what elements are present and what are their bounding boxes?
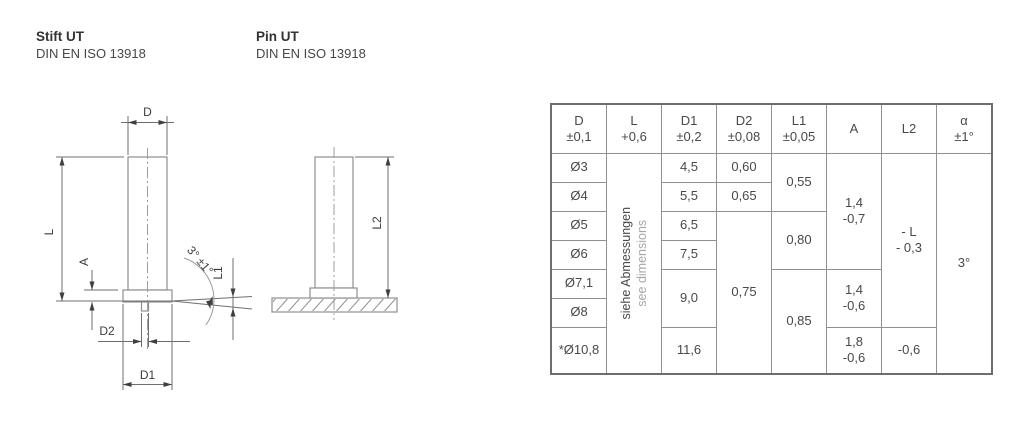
cell-d2-0: 0,60	[717, 153, 772, 182]
dimension-label-l: L	[42, 228, 56, 236]
dimension-table	[550, 103, 993, 375]
base-plate	[262, 296, 398, 314]
header-l: L +0,6	[607, 104, 662, 153]
product-name-de: Stift UT	[36, 29, 84, 44]
cell-d1-0: 4,5	[662, 153, 717, 182]
cell-d2-2: 0,75	[717, 211, 772, 374]
standard-ref-en: DIN EN ISO 13918	[256, 46, 366, 61]
cell-a-1: 1,4 -0,6	[827, 269, 882, 327]
cell-l2-1: -0,6	[882, 327, 937, 374]
dimension-a	[77, 258, 118, 330]
cell-l1-2: 0,85	[772, 269, 827, 374]
header-l2: L2	[882, 104, 937, 153]
cell-l1-1: 0,80	[772, 211, 827, 269]
table-header-row	[551, 104, 992, 153]
header-d: D ±0,1	[551, 104, 607, 153]
cell-d1-5: 11,6	[662, 327, 717, 374]
welded-pin-drawing	[255, 130, 410, 325]
cell-d-4: Ø7,1	[551, 269, 607, 298]
standard-ref-de: DIN EN ISO 13918	[36, 46, 146, 61]
cell-d-3: Ø6	[551, 240, 607, 269]
cell-l1-0: 0,55	[772, 153, 827, 211]
dimension-l2	[355, 157, 394, 298]
cell-d2-1: 0,65	[717, 182, 772, 211]
product-name-en: Pin UT	[256, 29, 299, 44]
dimension-label-d2: D2	[99, 324, 115, 338]
cell-d1-1: 5,5	[662, 182, 717, 211]
header-d2: D2 ±0,08	[717, 104, 772, 153]
header-d1: D1 ±0,2	[662, 104, 717, 153]
header-l1: L1 ±0,05	[772, 104, 827, 153]
dimension-angle	[172, 243, 252, 325]
header-alpha: α ±1°	[937, 104, 993, 153]
cell-alpha: 3°	[937, 153, 993, 374]
dimension-label-l1: L1	[211, 266, 225, 280]
title-block-english	[256, 29, 366, 62]
dimension-label-a: A	[77, 257, 91, 267]
cell-d-5: Ø8	[551, 298, 607, 327]
dimension-label-angle: 3° ±1°	[184, 243, 216, 278]
dimension-label-d: D	[143, 105, 152, 119]
dimension-d2	[98, 313, 190, 347]
cell-d1-4: 9,0	[662, 269, 717, 327]
cell-d1-2: 6,5	[662, 211, 717, 240]
cell-a-2: 1,8 -0,6	[827, 327, 882, 374]
dimension-label-l2: L2	[370, 216, 384, 230]
cell-d-0: Ø3	[551, 153, 607, 182]
l-note-german: siehe Abmessungen	[618, 206, 633, 320]
cell-d-6: *Ø10,8	[551, 327, 607, 374]
cell-l2-0: - L - 0,3	[882, 153, 937, 327]
dimension-d	[121, 105, 174, 155]
cell-a-0: 1,4 -0,7	[827, 153, 882, 269]
l-note-english: see dimensions	[635, 219, 649, 307]
cell-d-1: Ø4	[551, 182, 607, 211]
stud-dimension-drawing	[30, 100, 260, 400]
cell-d1-3: 7,5	[662, 240, 717, 269]
title-block-german	[36, 29, 146, 62]
cell-l-note	[607, 153, 662, 374]
header-a: A	[827, 104, 882, 153]
table-row	[551, 153, 992, 182]
dimension-label-d1: D1	[139, 368, 156, 382]
cell-d-2: Ø5	[551, 211, 607, 240]
